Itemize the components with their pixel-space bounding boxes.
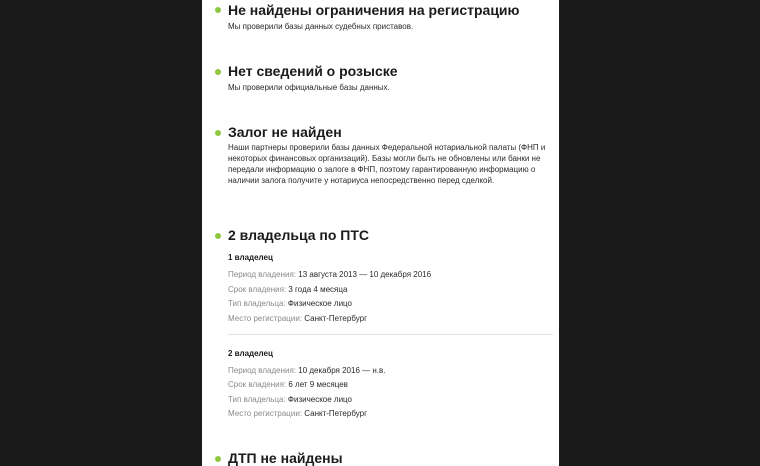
- status-bullet-icon: [215, 233, 221, 239]
- owner-place-label: Место регистрации:: [228, 409, 305, 418]
- wanted-title: Нет сведений о розыске: [228, 63, 398, 79]
- owner-type-label: Тип владельца:: [228, 299, 288, 308]
- owner-term-value: 6 лет 9 месяцев: [288, 380, 348, 389]
- owner-term-row: [228, 284, 347, 295]
- accidents-title: ДТП не найдены: [228, 450, 343, 466]
- owner-place-value: Санкт-Петербург: [304, 409, 368, 418]
- status-bullet-icon: [215, 69, 221, 75]
- owner-place-row: [228, 408, 367, 419]
- pledge-desc: Наши партнеры проверили базы данных Федеральной нотариальной палаты (ФНП и некоторых финансовых организаций). Базы могли быть не обновлены или банки не передали информацию о залоге в ФНП, поэтому гарантированную информацию о наличии залога получите у нотариуса непосредственно перед сделкой.: [228, 143, 546, 185]
- owners-divider: [228, 334, 553, 335]
- owner-period-value: 10 декабря 2016 — н.в.: [298, 366, 386, 375]
- owner-period-value: 13 августа 2013 — 10 декабря 2016: [298, 270, 432, 279]
- status-bullet-icon: [215, 130, 221, 136]
- wanted-desc: Мы проверили официальные базы данных.: [228, 83, 390, 92]
- owner-type-value: Физическое лицо: [287, 299, 352, 308]
- owner-type-value: Физическое лицо: [287, 395, 352, 404]
- owner-type-row: [228, 394, 352, 405]
- owner-type-row: [228, 298, 352, 309]
- owner-period-label: Период владения:: [228, 366, 299, 375]
- owner-place-label: Место регистрации:: [228, 314, 305, 323]
- owner-period-row: [228, 365, 385, 376]
- owner-period-row: [228, 269, 431, 280]
- owner-heading: 2 владелец: [228, 349, 273, 358]
- pledge-title: Залог не найден: [228, 124, 342, 140]
- owner-heading: 1 владелец: [228, 253, 273, 262]
- report-card: [202, 0, 559, 466]
- owner-term-label: Срок владения:: [228, 380, 289, 389]
- owner-type-label: Тип владельца:: [228, 395, 288, 404]
- owner-period-label: Период владения:: [228, 270, 299, 279]
- status-bullet-icon: [215, 456, 221, 462]
- owner-place-row: [228, 313, 367, 324]
- owner-term-row: [228, 379, 348, 390]
- owner-term-label: Срок владения:: [228, 285, 289, 294]
- status-bullet-icon: [215, 7, 221, 13]
- owner-place-value: Санкт-Петербург: [304, 314, 368, 323]
- registration-restrictions-title: Не найдены ограничения на регистрацию: [228, 2, 520, 18]
- registration-restrictions-desc: Мы проверили базы данных судебных приставов.: [228, 22, 414, 31]
- owner-term-value: 3 года 4 месяца: [288, 285, 348, 294]
- owners-title: 2 владельца по ПТС: [228, 227, 370, 243]
